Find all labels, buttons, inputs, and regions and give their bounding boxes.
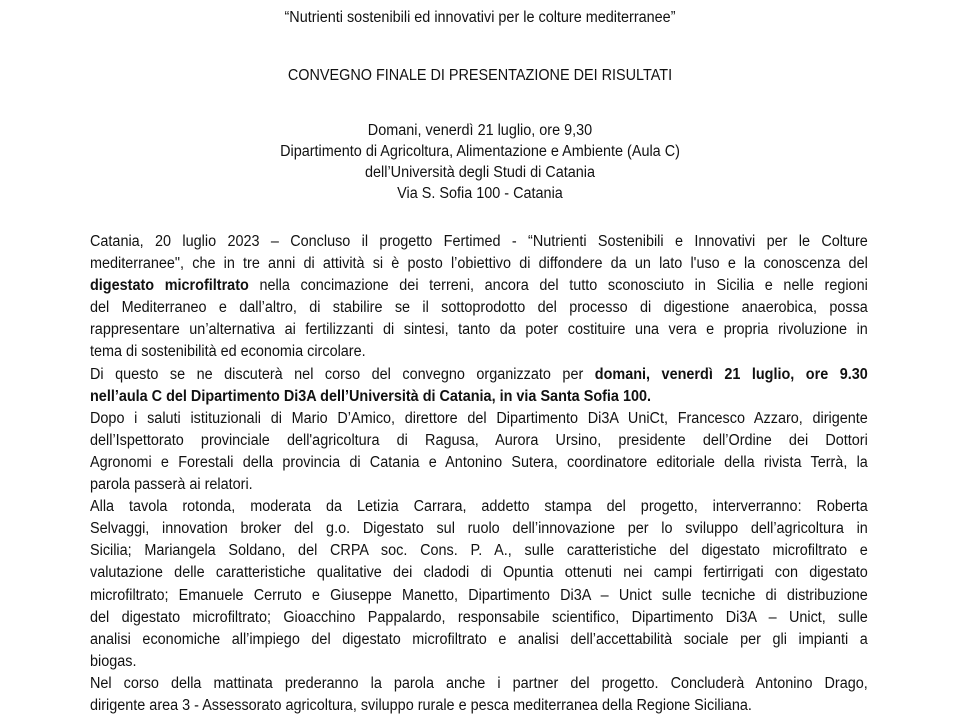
event-details <box>34 120 927 204</box>
body-line-text <box>90 386 868 408</box>
body-line-text <box>90 496 868 518</box>
body-line-text <box>90 452 868 474</box>
body-line-text <box>90 518 868 540</box>
text-run: Dopo i saluti istituzionali di Mario D’Amico, direttore del Dipartimento Di3A UniCt, Francesco Azzaro, dirigente <box>90 409 868 427</box>
text-run: Nel corso della mattinata prederanno la parola anche i partner del progetto. Concluderà Antonino Drago, <box>90 674 868 692</box>
body-line-text <box>90 695 868 717</box>
text-run: del digestato microfiltrato; Gioacchino Pappalardo, responsabile scientifico, Dipartimento Di3A – Unict, sulle <box>90 608 868 626</box>
body-line <box>90 364 868 386</box>
bold-text: domani, venerdì 21 luglio, ore 9.30 <box>594 365 868 383</box>
body-line-text <box>90 297 868 319</box>
body-line <box>90 275 868 297</box>
body-line <box>90 386 868 408</box>
body-line-text <box>90 275 868 297</box>
event-department: Dipartimento di Agricoltura, Alimentazione e Ambiente (Aula C) <box>280 143 680 160</box>
body-line <box>90 518 868 540</box>
conference-heading: CONVEGNO FINALE DI PRESENTAZIONE DEI RISULTATI <box>287 67 673 84</box>
body-line <box>90 474 868 496</box>
text-run: Catania, 20 luglio 2023 – Concluso il progetto Fertimed - “Nutrienti Sostenibili e Innovativi per le Colture <box>90 233 868 250</box>
body-line <box>90 430 868 452</box>
body-line <box>90 452 868 474</box>
text-run: Sicilia; Mariangela Soldano, del CRPA soc. Cons. P. A., sulle caratteristiche del digestato microfiltrato e <box>90 542 868 560</box>
text-run: Alla tavola rotonda, moderata da Letizia Carrara, addetto stampa del progetto, interverranno: Roberta <box>90 498 868 516</box>
text-run: microfiltrato; Emanuele Cerruto e Giuseppe Manetto, Dipartimento Di3A – Unict sulle tecniche di distribuzione <box>90 586 868 604</box>
text-run: mediterranee", che in tre anni di attività si è posto l’obiettivo di diffondere da un lato l'uso e la conoscenza del <box>90 255 868 273</box>
event-address: Via S. Sofia 100 - Catania <box>397 185 563 202</box>
text-run: analisi economiche all’impiego del digestato microfiltrato e analisi dell’accettabilità sociale per gli impianti a <box>90 630 868 648</box>
body-line <box>90 408 868 430</box>
body-line-text <box>90 629 868 651</box>
body-line <box>90 319 868 341</box>
text-run: biogas. <box>90 652 137 670</box>
bold-text: nell’aula C del Dipartimento Di3A dell’Università di Catania, in via Santa Sofia 100. <box>90 387 652 405</box>
body-line <box>90 341 868 363</box>
body-line <box>90 231 868 253</box>
body-line <box>90 562 868 584</box>
body-line <box>90 607 868 629</box>
event-university: dell’Università degli Studi di Catania <box>365 164 595 181</box>
body-line-text <box>90 231 868 253</box>
bold-text: digestato microfiltrato <box>90 277 249 295</box>
text-run: rappresentare un’alternativa ai fertilizzanti di sintesi, tanto da poter costituire una vera e propria rivoluzione in <box>90 321 868 339</box>
body-line <box>90 695 868 717</box>
body-line-text <box>90 408 868 430</box>
body-line <box>90 673 868 695</box>
body-line-text <box>90 430 868 452</box>
text-run: tema di sostenibilità ed economia circolare. <box>90 343 366 361</box>
text-run: parola passerà ai relatori. <box>90 476 253 494</box>
body-line <box>90 540 868 562</box>
body-line-text <box>90 585 868 607</box>
body-line <box>90 253 868 275</box>
text-run: Selvaggi, innovation broker del g.o. Digestato sul ruolo dell’innovazione per lo sviluppo dell’agricoltura in <box>90 520 868 538</box>
body-line-text <box>90 364 868 386</box>
body-line <box>90 585 868 607</box>
body-line-text <box>90 673 868 695</box>
body-line-text <box>90 562 868 584</box>
text-run: Di questo se ne discuterà nel corso del convegno organizzato per <box>90 365 595 383</box>
body-line-text <box>90 474 868 496</box>
text-run: dell’Ispettorato provinciale dell'agricoltura di Ragusa, Aurora Ursino, presidente dell’Ordine dei Dottori <box>90 431 868 449</box>
event-date: Domani, venerdì 21 luglio, ore 9,30 <box>367 122 593 139</box>
text-run: Agronomi e Forestali della provincia di Catania e Antonino Sutera, coordinatore editoriale della rivista Terrà, la <box>90 453 868 471</box>
text-run: dirigente area 3 - Assessorato agricoltura, sviluppo rurale e pesca mediterranea della Regione Siciliana. <box>90 696 752 714</box>
text-run: del Mediterraneo e dall’altro, di stabilire se il sottoprodotto del processo di digestione anaerobica, possa <box>90 299 868 317</box>
body-line <box>90 297 868 319</box>
body-line-text <box>90 341 868 363</box>
body-line-text <box>90 540 868 562</box>
text-run: nella concimazione dei terreni, ancora del tutto sconosciuto in Sicilia e nelle regioni <box>248 277 868 295</box>
text-run: valutazione delle caratteristiche qualitative dei cladodi di Opuntia ottenuti nei campi fertirrigati con digestato <box>90 564 868 582</box>
body-line-text <box>90 651 868 673</box>
body-line-text <box>90 253 868 275</box>
body-line <box>90 496 868 518</box>
body-line-text <box>90 319 868 341</box>
press-release-body <box>90 231 868 717</box>
project-subtitle: “Nutrienti sostenibili ed innovativi per le colture mediterranee” <box>284 9 676 26</box>
body-line <box>90 651 868 673</box>
body-line <box>90 629 868 651</box>
body-line-text <box>90 607 868 629</box>
